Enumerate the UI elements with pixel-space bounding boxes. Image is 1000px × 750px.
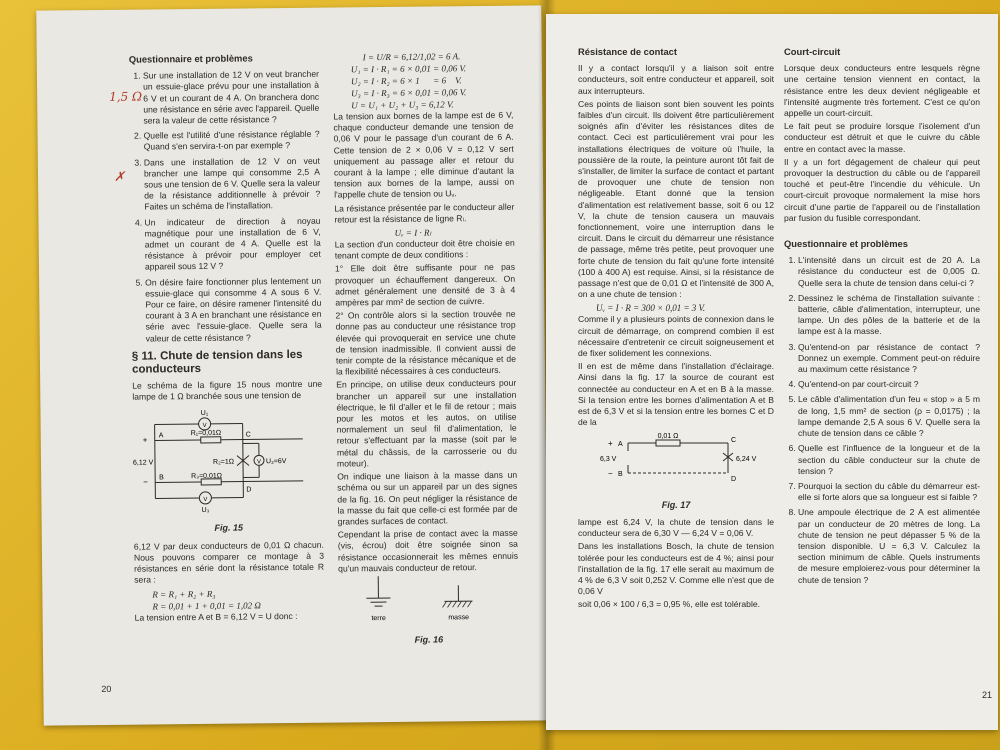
formula-1: R = R₁ + R₂ + R₃ xyxy=(152,588,216,599)
fig15-voltmeter-v2: V xyxy=(256,459,262,466)
section-intro: Le schéma de la figure 15 nous montre une lampe de 1 Ω branchée sous une tension de xyxy=(132,378,323,402)
list-item: 2. Dessinez le schéma de l'installation suivante : batterie, câble d'alimentation, interrupteur, une lampe. Un des pôles de la batterie et de la lampe est à la masse. xyxy=(798,293,980,338)
list-item: 2. Quelle est l'utilité d'une résistance réglable ? Quand s'en servira-t-on par exemple ? xyxy=(144,129,320,153)
list-item: 4. Qu'entend-on par court-circuit ? xyxy=(798,379,980,390)
formula-uv: Uᵥ = I · Rₗ xyxy=(394,227,432,238)
list-item: 4. Un indicateur de direction à noyau magnétique pour une installation de 6 V, admet un courant de 4 A. Quelle est la résistance à prévoir pour employer cet appareil sous 12 V ? xyxy=(144,215,321,273)
list-item: 5. Le câble d'alimentation d'un feu « stop » a 5 m de long, 1,5 mm² de section (ρ = 0,0175) ; la lampe demande 2,5 A sous 6 V. Quelle sera la chute de tension dans ce câble ? xyxy=(798,394,980,439)
fig15-voltmeter-v1: V xyxy=(202,423,207,430)
fig16-label-terre: terre xyxy=(371,614,386,623)
fig15-b: B xyxy=(159,474,164,482)
fig15-u3: U₃ xyxy=(201,507,210,515)
paragraph: Cependant la prise de contact avec la masse (vis, écrou) doit être soignée sinon sa résistance occasionnerait les mêmes ennuis qu'un mauvais conducteur de retour. xyxy=(337,527,519,574)
left-questions-heading: Questionnaire et problèmes xyxy=(128,52,253,65)
court-circuit-heading: Court-circuit xyxy=(784,46,841,57)
list-item: 7. Pourquoi la section du câble du démarreur est-elle si forte alors que sa longueur est si faible ? xyxy=(798,481,980,503)
paragraph: On indique une liaison à la masse dans un schéma ou sur un appareil par un des signes de la fig. 16. On peut négliger la résistance de la masse du fait que celle-ci est formée par de grandes surfaces de contact. xyxy=(337,469,518,527)
paragraph: Comme il y a plusieurs points de connexion dans le circuit de démarrage, on comprend combien il est nécessaire d'entretenir ce circuit soigneusement et de fixer solidement les connexions. xyxy=(578,314,774,359)
paragraph: La résistance présentée par le conducteur aller retour est la résistance de ligne Rₗ. xyxy=(334,201,515,225)
fig15-c: C xyxy=(245,431,251,439)
paragraph: 1° Elle doit être suffisante pour ne pas provoquer un échauffement dangereux. On admet généralement une densité de 3 à 4 ampères par mm² de section de cuivre. xyxy=(334,262,516,308)
formula-list-item: U₂ = I · R₂ = 6 × 1 = 6 V. xyxy=(350,75,462,87)
right-questions-heading: Questionnaire et problèmes xyxy=(784,238,908,250)
left-column-1 xyxy=(129,52,325,626)
fig17-v2: 6,24 V xyxy=(736,455,757,463)
list-item: 8. Une ampoule électrique de 2 A est alimentée par un conducteur de 20 mètres de long. La chute de tension ne peut dépasser 5 % de la tension disponible. U = 6,3 V. Calculez la section minimum de câble. Quels instruments de mesure emploierez-vous pour déterminer la chute de tension ? xyxy=(798,507,980,585)
fig15-r3: R₃=0,01Ω xyxy=(191,473,223,481)
right-column-2 xyxy=(784,46,980,590)
left-column-2 xyxy=(333,50,519,653)
fig15-r2: R₂=1Ω xyxy=(212,458,235,467)
fig15-a: A xyxy=(158,432,164,440)
formula-2: R = 0,01 + 1 + 0,01 = 1,02 Ω xyxy=(152,599,261,611)
right-page xyxy=(546,14,998,730)
paragraph: Ces points de liaison sont bien souvent les points faibles d'un circuit. Ils doivent être particulièrement soignés afin d'éviter les résistances dites de contact. Ceci est particulièrement vrai pour les installations électriques de voiture où l'huile, la poussière de la route, la peinture auront tôt fait de s'installer, de limiter la surface de contact et partant de provoquer une chute de tension non négligeable. Etant donné que la tension d'alimentation est relativement basse, soit 6 ou 12 V, la chute de tension causera un mauvais fonctionnement, voire une interruption dans le circuit. Dans le circuit du démarreur une résistance de passage, même très petite, peut provoquer une forte chute de tension du fait qu'une forte intensité (100 à 400 A) est requise. Ainsi, si la résistance de passage n'est que de 0,01 Ω et l'intensité de 300 A, on a une chute de tension : xyxy=(578,98,774,300)
fig15-minus: − xyxy=(143,477,148,487)
paragraph: La section d'un conducteur doit être choisie en tenant compte de deux conditions : xyxy=(334,237,515,261)
paragraph: Lorsque deux conducteurs entre lesquels règne une certaine tension viennent en contact, la résistance entre les deux devient négligeable et l'intensité augmente très fortement. C'est ce qu'on appelle un court-circuit. xyxy=(784,63,980,119)
right-column-1 xyxy=(578,46,774,613)
tension-line: La tension entre A et B = 6,12 V = U donc : xyxy=(134,610,298,623)
contact-heading: Résistance de contact xyxy=(578,46,677,57)
paragraph: 2° On contrôle alors si la section trouvée ne donne pas au conducteur une résistance trop élevée qui provoquerait en service une chute de tension inadmissible. Il convient aussi de tenir compte de la résistance mécanique et de la flexibilité nécessaires à ces conducteurs. xyxy=(335,308,516,377)
handwritten-note: 1,5 Ω xyxy=(109,89,143,104)
list-item: 5. On désire faire fonctionner plus lentement un essuie-glace qui consomme 4 A sous 6 V. Pour ce faire, on désire ramener l'intensité du courant à 3 A en branchant une résistance en série avec l'essuie-glace. Quelle sera la valeur de cette résistance ? xyxy=(145,275,322,344)
fig16-symbols xyxy=(338,575,519,627)
fig15-circuit xyxy=(132,403,323,515)
paragraph: La tension aux bornes de la lampe est de 6 V, chaque conducteur demande une tension de 0,06 V pour le passage d'un courant de 6 A. Cette tension de 2 × 0,06 V = 0,12 V sert uniquement au passage aller et retour du courant à la lampe ; elle diminue d'autant la tension aux bornes de la lampe, aussi on l'appelle chute de tension ou Uᵥ. xyxy=(333,109,515,200)
after-fig-text: 6,12 V par deux conducteurs de 0,01 Ω chacun. Nous pouvons comparer ce montage à 3 résistances en série dont la résistance totale R sera : xyxy=(133,539,325,585)
paragraph: Il y a un fort dégagement de chaleur qui peut provoquer la destruction du câble ou de l'appareil touché et peut-être l'incendie du véhicule. Un court-circuit provoque normalement la mise hors circuit d'une partie de l'appareil ou de l'installation par fusion du fusible correspondant. xyxy=(784,156,980,223)
list-item: 1. L'intensité dans un circuit est de 20 A. La résistance du conducteur est de 0,005 Ω. Quelle sera la chute de tension dans celui-ci ? xyxy=(798,255,980,289)
fig15-plus: + xyxy=(142,435,148,445)
fig17-c: C xyxy=(731,436,737,444)
handwritten-mark: ✗ xyxy=(113,169,126,185)
formula-list-item: U₁ = I · R₁ = 6 × 0,01 = 0,06 V. xyxy=(350,63,467,75)
fig17-r: 0,01 Ω xyxy=(657,432,679,440)
fig15-voltmeter-v3: V xyxy=(203,497,208,504)
fig17-v1: 6,3 V xyxy=(600,455,617,463)
list-item: 3. Qu'entend-on par résistance de contact ? Donnez un exemple. Comment peut-on réduire au maximum cette résistance ? xyxy=(798,342,980,376)
fig17-plus: + xyxy=(608,438,613,448)
fig17-caption: Fig. 17 xyxy=(661,499,691,510)
paragraph: Il en est de même dans l'installation d'éclairage. Ainsi dans la fig. 17 la source de courant est connectée au conducteur en A et en B à la masse. Si la tension entre les bornes d'alimentation A et B est de 6,3 V et si la tension entre les bornes C et D de la xyxy=(578,361,774,428)
fig16-caption: Fig. 16 xyxy=(414,634,444,645)
fig15-d: D xyxy=(246,486,252,494)
fig17-a: A xyxy=(618,440,623,448)
page-number-left: 20 xyxy=(101,683,112,695)
left-page xyxy=(36,5,548,725)
fig17-d: D xyxy=(731,475,737,483)
fig17-circuit xyxy=(578,431,774,491)
formula-list-item: U = U₁ + U₂ + U₃ = 6,12 V. xyxy=(351,99,454,111)
left-questions-list xyxy=(129,69,322,345)
fig15-voltage: 6,12 V xyxy=(132,459,154,467)
fig15-u2: U₂=6V xyxy=(265,458,287,466)
fig17-minus: − xyxy=(608,468,613,478)
paragraph: Le fait peut se produire lorsque l'isolement d'un conducteur est détruit et que le cuivre du câble entre en contact avec la masse. xyxy=(784,121,980,154)
paragraph: Dans les installations Bosch, la chute de tension tolérée pour les conducteurs est de 4 %; ainsi pour l'installation de la fig. 17 elle serait au maximum de 4 % de 6,3 V soit 0,252 V. Comme elle n'est que de 0,06 V xyxy=(578,541,774,597)
fig15-r1: R₁=0,01Ω xyxy=(190,430,222,438)
final-formula: soit 0,06 × 100 / 6,3 = 0,95 %, elle est tolérable. xyxy=(578,599,761,610)
fig16-label-masse: masse xyxy=(448,614,469,622)
fig15-caption: Fig. 15 xyxy=(214,523,244,534)
paragraph: En principe, on utilise deux conducteurs pour brancher un appareil sur une installation électrique, le fil d'aller et le fil de retour ; mais pour les motos et les autos, on utilise normalement un seul fil d'alimentation, le retour s'effectuant par la masse (soit par le métal du châssis, de la carrosserie ou du moteur). xyxy=(336,378,517,469)
section-title: § 11. Chute de tension dans les conducteurs xyxy=(131,348,303,376)
paragraph: Il y a contact lorsqu'il y a liaison soit entre conducteurs, soit entre conducteur et appareil, soit aux interrupteurs. xyxy=(578,63,774,96)
right-questions-list xyxy=(784,255,980,585)
formula-contact: Uᵥ = I · R = 300 × 0,01 = 3 V. xyxy=(596,303,706,314)
paragraph: lampe est 6,24 V, la chute de tension dans le conducteur sera de 6,30 V — 6,24 V = 0,06 V. xyxy=(578,516,774,539)
formula-current: I = U/R = 6,12/1,02 = 6 A. xyxy=(362,51,461,63)
fig15-u1: U₁ xyxy=(200,410,209,418)
page-number-right: 21 xyxy=(982,690,993,700)
fig17-b: B xyxy=(618,470,623,478)
list-item: 1. Sur une installation de 12 V on veut brancher un essuie-glace prévu pour une installation à 6 V et un courant de 4 A. On branchera donc une résistance en série avec l'appareil. Quelle sera la valeur de cette résistance ? xyxy=(143,69,320,127)
list-item: 3. Dans une installation de 12 V on veut brancher une lampe qui consomme 2,5 A sous une tension de 6 V. Quelle sera la valeur de la résistance additionnelle à prévoir ? Faites un schéma de l'installation. xyxy=(144,155,321,213)
formula-list-item: U₃ = I · R₃ = 6 × 0,01 = 0,06 V. xyxy=(351,87,467,99)
list-item: 6. Quelle est l'influence de la longueur et de la section du câble conducteur sur la chute de tension ? xyxy=(798,443,980,477)
